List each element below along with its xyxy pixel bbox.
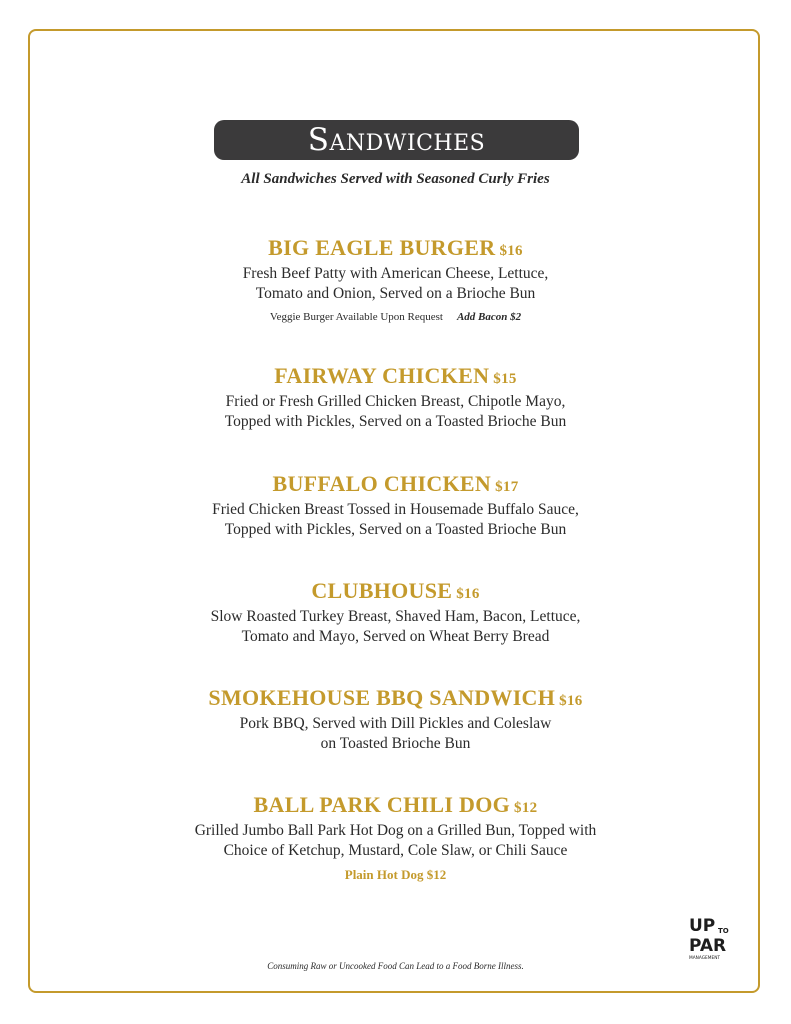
description-line: Pork BBQ, Served with Dill Pickles and Coleslaw	[239, 715, 552, 732]
menu-item	[0, 235, 791, 323]
item-price: $16	[559, 693, 583, 709]
logo-par: PAR	[689, 936, 727, 956]
item-description	[0, 607, 791, 647]
item-name: BUFFALO CHICKEN	[272, 471, 492, 496]
description-line: on Toasted Brioche Bun	[320, 735, 471, 752]
item-description	[0, 714, 791, 754]
item-name: SMOKEHOUSE BBQ SANDWICH	[208, 685, 556, 710]
item-description	[0, 500, 791, 540]
description-line: Slow Roasted Turkey Breast, Shaved Ham, Bacon, Lettuce,	[210, 608, 581, 625]
item-note	[0, 311, 791, 323]
description-line: Fried Chicken Breast Tossed in Housemade Buffalo Sauce,	[212, 501, 579, 518]
section-banner	[214, 120, 579, 160]
item-title	[0, 685, 791, 714]
description-line: Fried or Fresh Grilled Chicken Breast, Chipotle Mayo,	[225, 393, 566, 410]
logo-up: UP	[689, 916, 716, 936]
menu-item	[0, 363, 791, 432]
item-price: $15	[493, 371, 517, 387]
menu-item	[0, 471, 791, 540]
item-title	[0, 235, 791, 264]
item-title	[0, 471, 791, 500]
item-title	[0, 578, 791, 607]
logo-management: MANAGEMENT	[689, 956, 721, 961]
description-line: Tomato and Onion, Served on a Brioche Bun	[255, 285, 536, 302]
item-price: $17	[495, 479, 519, 495]
description-line: Fresh Beef Patty with American Cheese, Lettuce,	[242, 265, 549, 282]
item-price: $16	[456, 586, 480, 602]
menu-item	[0, 578, 791, 647]
logo-to: TO	[718, 927, 729, 935]
description-line: Choice of Ketchup, Mustard, Cole Slaw, or Chili Sauce	[223, 842, 568, 859]
item-title	[0, 792, 791, 821]
item-price: $12	[514, 800, 538, 816]
section-subtitle: All Sandwiches Served with Seasoned Curly Fries	[241, 171, 550, 187]
up-to-par-logo	[689, 915, 731, 961]
item-description	[0, 821, 791, 861]
item-price: $16	[499, 243, 523, 259]
description-line: Grilled Jumbo Ball Park Hot Dog on a Grilled Bun, Topped with	[194, 822, 597, 839]
item-description	[0, 264, 791, 304]
veggie-note: Veggie Burger Available Upon Request	[269, 311, 443, 323]
item-description	[0, 392, 791, 432]
food-disclaimer: Consuming Raw or Uncooked Food Can Lead to a Food Borne Illness.	[267, 961, 524, 971]
item-name: BIG EAGLE BURGER	[268, 235, 496, 260]
item-name: FAIRWAY CHICKEN	[274, 363, 490, 388]
menu-item	[0, 685, 791, 754]
item-title	[0, 363, 791, 392]
addon-note: Add Bacon $2	[456, 311, 522, 323]
item-name: BALL PARK CHILI DOG	[253, 792, 511, 817]
plain-hot-dog-note: Plain Hot Dog $12	[344, 867, 447, 882]
item-name: CLUBHOUSE	[311, 578, 453, 603]
description-line: Topped with Pickles, Served on a Toasted Brioche Bun	[224, 521, 567, 538]
description-line: Topped with Pickles, Served on a Toasted Brioche Bun	[224, 413, 567, 430]
menu-item	[0, 792, 791, 883]
description-line: Tomato and Mayo, Served on Wheat Berry Bread	[241, 628, 550, 645]
section-title: Sandwiches	[307, 122, 486, 158]
